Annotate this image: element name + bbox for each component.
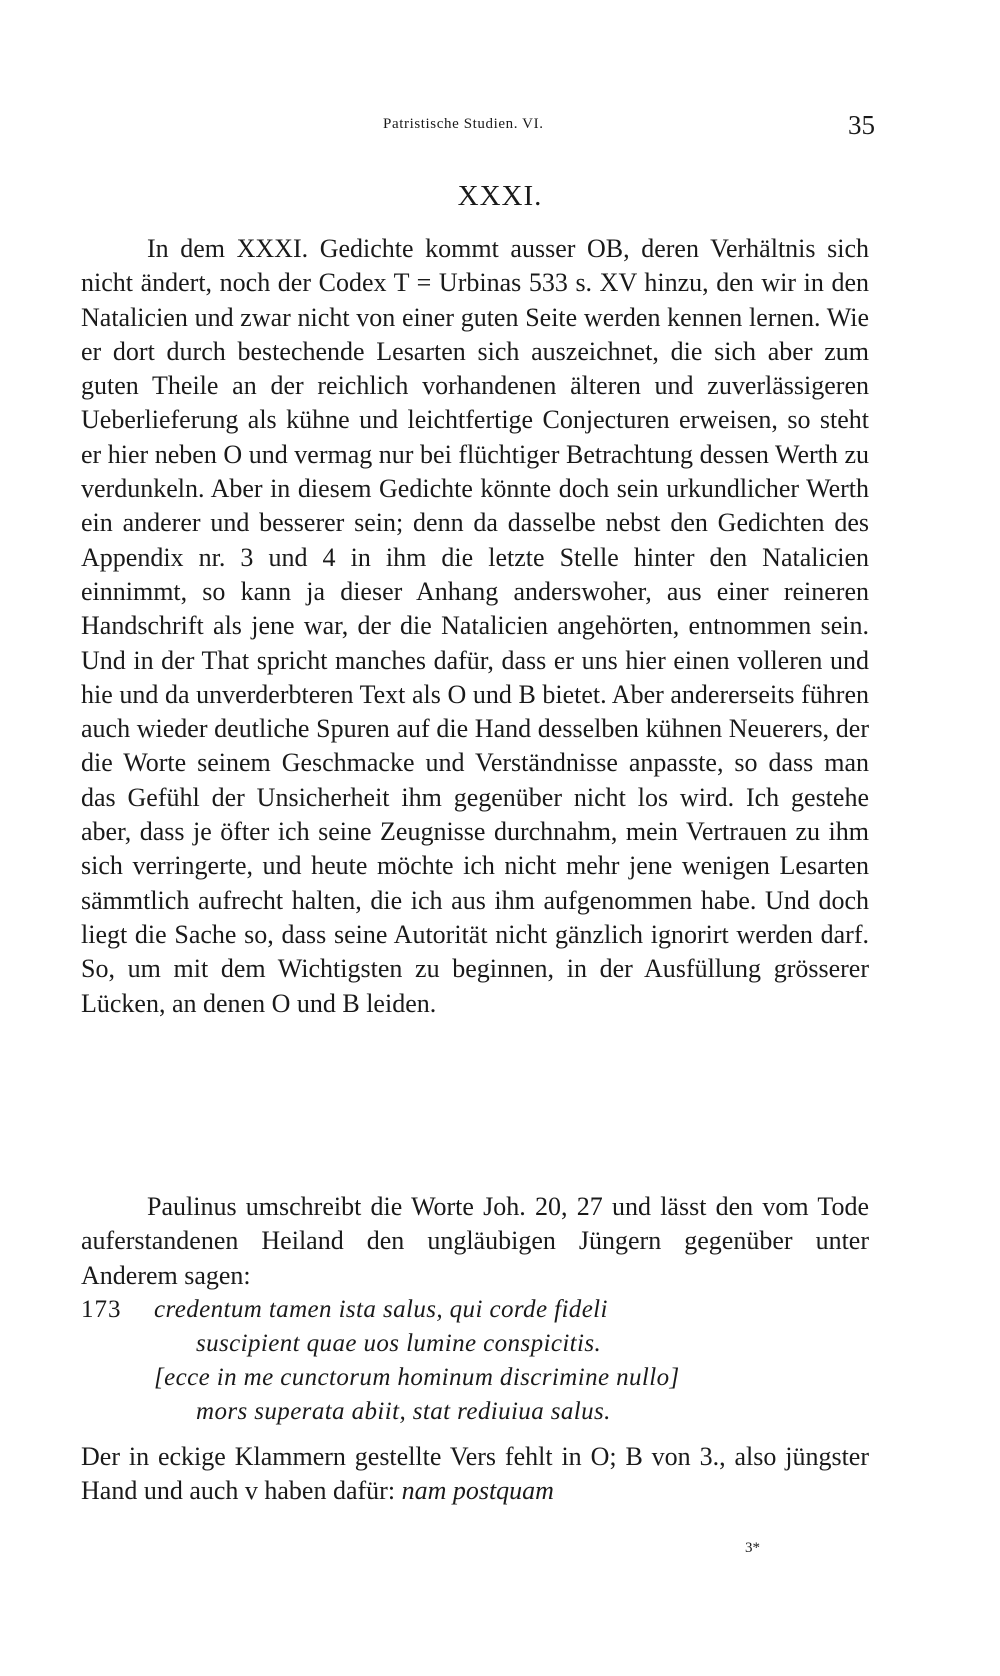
verse-text: [ecce in me cunctorum hominum discrimine nullo]: [154, 1364, 680, 1391]
page-number: 35: [848, 110, 875, 140]
section-title: XXXI.: [457, 180, 543, 212]
verse-number: 173: [81, 1296, 122, 1323]
paragraph-text: [81, 1440, 869, 1509]
verse-text: credentum tamen ista salus, qui corde fideli: [154, 1296, 608, 1323]
paragraph-commentary: [81, 1440, 869, 1509]
paragraph-quote-intro: [81, 1190, 869, 1293]
verse-line: [81, 1395, 869, 1429]
commentary-text: Der in eckige Klammern gestellte Vers fehlt in O; B von 3., also jüngster Hand und auch v haben dafür:: [81, 1442, 869, 1506]
verse-text: suscipient quae uos lumine conspicitis.: [196, 1330, 602, 1357]
paragraph-text: In dem XXXI. Gedichte kommt ausser OB, deren Verhältnis sich nicht ändert, noch der Codex T = Urbinas 533 s. XV hinzu, den wir in den Natalicien und zwar nicht von einer guten Seite werden kennen lernen. Wie er dort durch bestechende Lesarten sich auszeichnet, die sich aber zum guten Theile an der reichlich vorhandenen älteren und zuverlässigeren Ueberlieferung als kühne und leichtfertige Conjecturen erweisen, so steht er hier neben O und vermag nur bei flüchtiger Betrachtung dessen Werth zu verdunkeln. Aber in diesem Gedichte könnte doch sein urkundlicher Werth ein anderer und besserer sein; denn da dasselbe nebst den Gedichten des Appendix nr. 3 und 4 in ihm die letzte Stelle hinter den Natalicien einnimmt, so kann ja dieser Anhang anderswoher, aus einer reineren Handschrift als jene war, der die Natalicien angehörten, entnommen sein. Und in der That spricht manches dafür, dass er uns hier einen volleren und hie und da unverderbteren Text als O und B bietet. Aber andererseits führen auch wieder deutliche Spuren auf die Hand desselben kühnen Neuerers, der die Worte seinem Geschmacke und Verständnisse anpasste, so dass man das Gefühl der Unsicherheit ihm gegenüber nicht los wird. Ich gestehe aber, dass je öfter ich seine Zeugnisse durchnahm, mein Vertrauen zu ihm sich verringerte, und heute möchte ich nicht mehr jene wenigen Lesarten sämmtlich aufrecht halten, die ich aus ihm aufgenommen habe. Und doch liegt die Sache so, dass seine Autorität nicht gänzlich ignorirt werden darf. So, um mit dem Wichtigsten zu beginnen, in der Ausfüllung grösserer Lücken, an denen O und B leiden.: [81, 234, 869, 1018]
verse-line: [81, 1361, 869, 1395]
paragraph-intro: [81, 232, 869, 1021]
running-head: Patristische Studien. VI.: [383, 116, 544, 132]
italic-quote: nam postquam: [401, 1476, 554, 1506]
verse-line: [81, 1293, 869, 1327]
verse-quotation: [81, 1293, 869, 1429]
verse-line: [81, 1327, 869, 1361]
verse-text: mors superata abiit, stat rediuiua salus.: [196, 1398, 611, 1425]
paragraph-text: Paulinus umschreibt die Worte Joh. 20, 27 und lässt den vom Tode auferstandenen Heiland den ungläubigen Jüngern gegenüber unter Anderem sagen:: [81, 1192, 869, 1290]
signature-mark: 3*: [745, 1540, 760, 1556]
